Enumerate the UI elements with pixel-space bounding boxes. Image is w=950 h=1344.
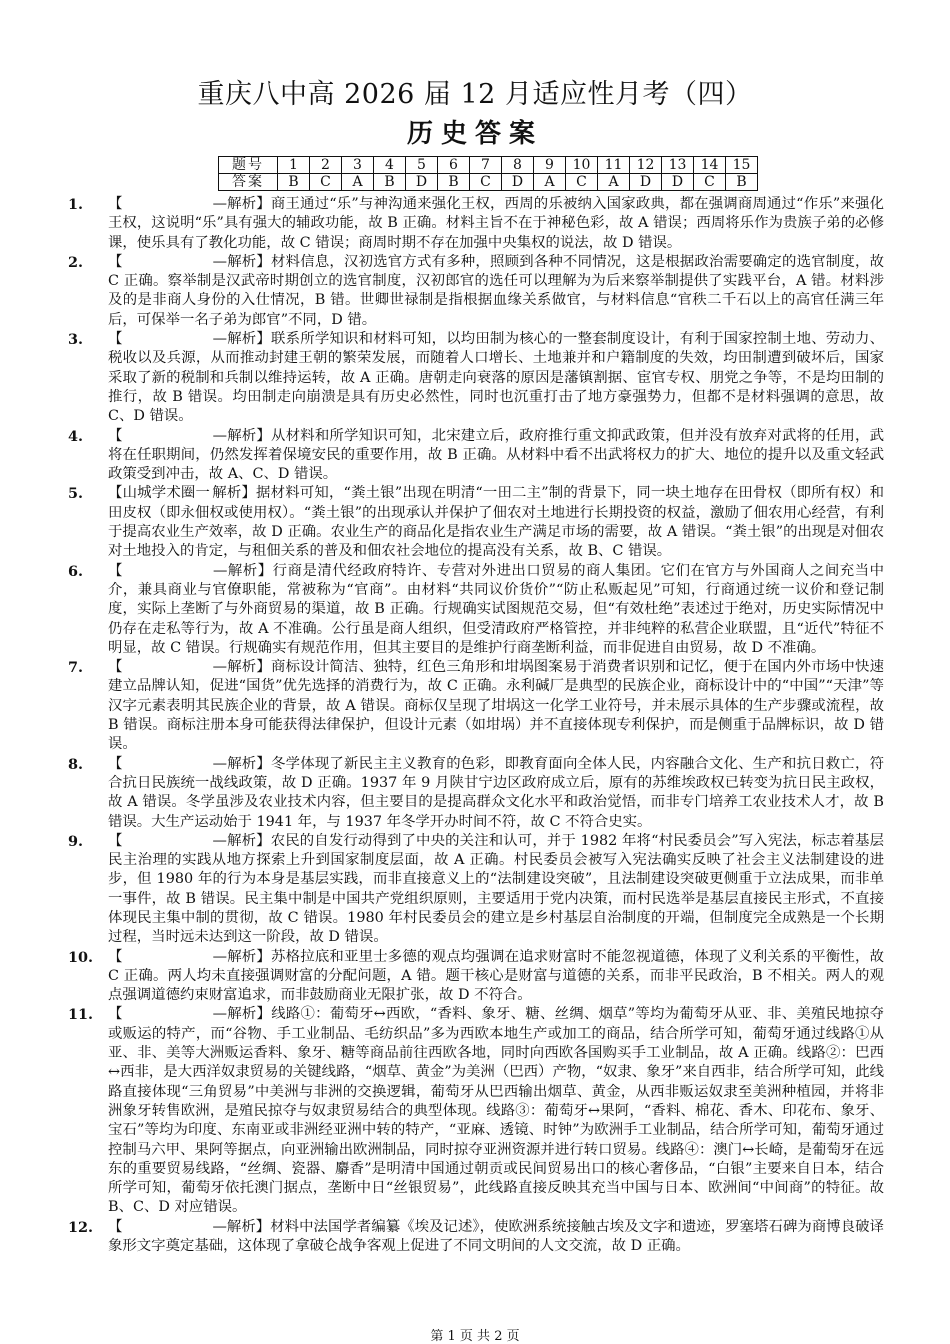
explanation-text: 材料中法国学者编纂《埃及记述》，使欧洲系统接触古埃及文字和遗迹，罗塞塔石碑为商博良破译象形文字奠定基础，这体现了拿破仑战争客观上促进了不同文明间的人文交流，故 D 正确。 bbox=[108, 1218, 884, 1255]
question-number-cell: 5 bbox=[406, 157, 438, 174]
page-subtitle: 历史答案 bbox=[406, 119, 543, 149]
answer-cell: A bbox=[342, 174, 374, 191]
explanation-item bbox=[68, 195, 884, 253]
explanation-item bbox=[68, 330, 884, 426]
answer-cell: D bbox=[630, 174, 662, 191]
explanation-text: 据材料可知，“粪土银”出现在明清“一田二主”制的背景下，同一块土地存在田骨权（即所有权）和田皮权（即永佃权或使用权）。“粪土银”的出现承认并保护了佃农对土地进行长期投资的权益，激励了佃农用心经营，有利于提高农业生产效率，故 D 正确。农业生产的商品化是指农业生产满足市场的需要，故 A 错误。“粪土银”的出现是对佃农对土地投入的肯定，与租佃关系的普及和佃农社会地位的提高没有关系，故 B、C 错误。 bbox=[108, 485, 884, 560]
explanation-text: 冬学体现了新民主主义教育的色彩，即教育面向全体人民，内容融合文化、生产和抗日救亡，符合抗日民族统一战线政策，故 D 正确。1937 年 9 月陕甘宁边区政府成立后，原有的苏维埃政权已转变为抗日民主政权，故 A 错误。冬学虽涉及农业技术内容，但主要目的是提高群众文化水平和政治觉悟，而非专门培养工农业技术人才，故 B 错误。大生产运动始于 1941 年，与 1937 年冬学开办时间不符，故 C 不符合史实。 bbox=[108, 755, 884, 830]
explanation-text: 材料信息，汉初选官方式有多种，照顾到各种不同情况，这是根据政治需要确定的选官制度，故 C 正确。察举制是汉武帝时期创立的选官制度，汉初郎官的选任可以理解为为后来察举制提供了实践平台，A 错。材料涉及的是非商人身份的入仕情况，B 错。世卿世禄制是指根据血缘关系做官，与材料信息“官秩二千石以上的高官任满三年后，可保举一名子弟为郎官”不同，D 错。 bbox=[108, 253, 884, 328]
question-number-cell: 1 bbox=[278, 157, 310, 174]
answer-cell: C bbox=[694, 174, 726, 191]
explanation-tag: 解析】 bbox=[227, 562, 273, 579]
explanation-dash: — bbox=[212, 427, 227, 444]
explanation-tag: 解析】 bbox=[226, 832, 271, 849]
explanation-text: 商王通过“乐”与神沟通来强化王权，西周的乐被纳入国家政典，都在强调商周通过“作乐”来强化王权，这说明“乐”具有强大的辅政功能，故 B 正确。材料主旨不在于神秘色彩，故 A 错误；西周将乐作为贵族子弟的必修课，使乐具有了教化功能，故 C 错误；商周时期不存在加强中央集权的说法，故 D 错误。 bbox=[108, 196, 884, 251]
question-number: 4. bbox=[68, 427, 84, 445]
question-number-cell: 10 bbox=[566, 157, 598, 174]
answer-table-number-label: 题号 bbox=[219, 157, 278, 174]
explanation-tag: 解析】 bbox=[226, 196, 271, 212]
explanation-prefix: 【 bbox=[108, 253, 123, 270]
answer-table bbox=[218, 156, 758, 191]
question-number: 7. bbox=[68, 659, 84, 677]
question-number-cell: 11 bbox=[598, 157, 630, 174]
explanation-list bbox=[68, 195, 884, 1256]
answer-cell: A bbox=[598, 174, 630, 191]
explanation-item bbox=[68, 948, 884, 1006]
explanation-tag: 解析】 bbox=[227, 1006, 272, 1023]
explanation-item bbox=[68, 427, 884, 485]
explanation-dash: — bbox=[212, 562, 228, 579]
answer-table-number-row bbox=[219, 157, 758, 174]
explanation-text: 商标设计简洁、独特，红色三角形和坩埚图案易于消费者识别和记忆，便于在国内外市场中快速建立品牌认知，促进“国货”优先选择的消费行为，故 C 正确。永利碱厂是典型的民族企业，商标设计中的“中国”“天津”等汉字元素表明其民族企业的背景，故 A 错误。商标仅呈现了坩埚这一化学工业符号，并未展示具体的生产步骤或流程，故 B 错误。商标注册本身可能获得法律保护，但设计元素（如坩埚）并不直接体现专利保护，而是侧重于品牌标识，故 D 错误。 bbox=[108, 659, 884, 753]
answer-cell: D bbox=[406, 174, 438, 191]
question-number: 3. bbox=[68, 331, 84, 349]
question-number-cell: 9 bbox=[534, 157, 566, 174]
explanation-tag: 解析】 bbox=[227, 427, 272, 444]
explanation-tag: 解析】 bbox=[227, 331, 272, 348]
answer-cell: B bbox=[278, 174, 310, 191]
question-number-cell: 7 bbox=[470, 157, 502, 174]
answer-cell: D bbox=[662, 174, 694, 191]
explanation-text: 从材料和所学知识可知，北宋建立后，政府推行重文抑武政策，但并没有放弃对武将的任用，武将在任职期间，仍然发挥着保境安民的重要作用，故 B 正确。从材料中看不出武将权力的扩大、地位的提升以及重文轻武政策受到冲击，故 A、C、D 错误。 bbox=[108, 427, 884, 483]
explanation-dash: — bbox=[212, 659, 227, 676]
explanation-prefix: 【 bbox=[108, 948, 123, 965]
question-number-cell: 14 bbox=[694, 157, 726, 174]
explanation-dash: — bbox=[212, 196, 227, 212]
explanation-item bbox=[68, 1218, 884, 1257]
explanation-dash: — bbox=[212, 331, 227, 348]
explanation-prefix: 【 bbox=[108, 832, 123, 849]
question-number-cell: 15 bbox=[726, 157, 758, 174]
question-number-cell: 6 bbox=[438, 157, 470, 174]
explanation-item bbox=[68, 562, 884, 658]
answer-cell: B bbox=[726, 174, 758, 191]
question-number: 6. bbox=[68, 562, 84, 580]
question-number-cell: 4 bbox=[374, 157, 406, 174]
explanation-item bbox=[68, 253, 884, 330]
answer-cell: D bbox=[502, 174, 534, 191]
question-number-cell: 13 bbox=[662, 157, 694, 174]
explanation-text: 行商是清代经政府特许、专营对外进出口贸易的商人集团。它们在官方与外国商人之间充当中介，兼具商业与官僚职能，常被称为“官商”。由材料“共同议价货价”“防止私贩起见”可知，行商通过统一议价和登记制度，实际上垄断了与外商贸易的渠道，故 B 正确。行规确实试图规范交易，但“有效杜绝”表述过于绝对，历史实际情况中仍存在走私等行为，故 A 不准确。公行虽是商人组织，但受清政府严格管控，并非纯粹的私营企业联盟，且“近代”特征不明显，故 C 错误。行规确实有规范作用，但其主要目的是维护行商垄断利益，而非促进自由贸易，故 D 不准确。 bbox=[108, 562, 884, 656]
question-number-cell: 2 bbox=[310, 157, 342, 174]
explanation-prefix: 【 bbox=[108, 1006, 123, 1023]
explanation-tag: 解析】 bbox=[212, 485, 257, 502]
explanation-dash: — bbox=[212, 1218, 227, 1235]
explanation-prefix: 【 bbox=[108, 659, 123, 676]
page-footer: 第 1 页 共 2 页 bbox=[430, 1329, 520, 1344]
explanation-dash: — bbox=[212, 948, 227, 965]
question-number: 1. bbox=[68, 196, 84, 213]
explanation-item bbox=[68, 658, 884, 754]
explanation-item bbox=[68, 484, 884, 561]
explanation-prefix: 【 bbox=[108, 1218, 123, 1235]
explanation-tag: 解析】 bbox=[227, 948, 272, 965]
answer-cell: B bbox=[438, 174, 470, 191]
answer-cell: C bbox=[470, 174, 502, 191]
explanation-tag: 解析】 bbox=[227, 659, 272, 676]
explanation-prefix: 【 bbox=[108, 427, 123, 444]
explanation-tag: 解析】 bbox=[227, 755, 272, 772]
explanation-dash: — bbox=[212, 755, 227, 772]
question-number: 2. bbox=[68, 253, 84, 271]
explanation-text: 线路①：葡萄牙↔西欧，“香料、象牙、糖、丝绸、烟草”等均为葡萄牙从亚、非、美殖民地掠夺或贩运的特产，而“谷物、手工业制品、毛纺织品”多为西欧本地生产或加工的商品，结合所学可知，葡萄牙通过线路①从亚、非、美等大洲贩运香料、象牙、糖等商品前往西欧各地，同时向西欧各国购买手工业制品，故 A 正确。线路②：巴西↔西非，是大西洋奴隶贸易的关键线路，“烟草、黄金”为美洲（巴西）产物，“奴隶、象牙”来自西非，结合所学可知，此线路直接体现“三角贸易”中美洲与非洲的交换逻辑，葡萄牙从巴西输出烟草、黄金，从西非贩运奴隶至美洲种植园，并将非洲象牙转售欧洲，是殖民掠夺与奴隶贸易结合的典型体现。线路③：葡萄牙↔果阿，“香料、棉花、香木、印花布、象牙、宝石”等均为印度、东南亚或非洲经亚洲中转的特产，“亚麻、透镜、时钟”为欧洲手工业制品，结合所学可知，葡萄牙通过控制马六甲、果阿等据点，向亚洲输出欧洲制品，同时掠夺亚洲资源并进行转口贸易。线路④：澳门↔长崎，是葡萄牙在远东的重要贸易线路，“丝绸、瓷器、麝香”是明清中国通过朝贡或民间贸易出口的核心奢侈品，“白银”主要来自日本，结合所学可知，葡萄牙依托澳门据点，垄断中日“丝银贸易”，此线路直接反映其充当中国与日本、欧洲间“中间商”的特征。故 B、C、D 对应错误。 bbox=[108, 1006, 884, 1216]
explanation-prefix: 【山城学术圈一 bbox=[108, 485, 211, 502]
question-number: 8. bbox=[68, 755, 84, 773]
answer-table-answer-row bbox=[219, 174, 758, 191]
explanation-text: 苏格拉底和亚里士多德的观点均强调在追求财富时不能忽视道德，体现了义利关系的平衡性，故 C 正确。两人均未直接强调财富的分配问题，A 错。题干核心是财富与道德的关系，而非平民政治，B 不相关。两人的观点强调道德约束财富追求，而非鼓励商业无限扩张，故 D 不符合。 bbox=[108, 948, 884, 1004]
explanation-item bbox=[68, 832, 884, 948]
explanation-prefix: 【 bbox=[108, 562, 123, 579]
explanation-text: 农民的自发行动得到了中央的关注和认可，并于 1982 年将“村民委员会”写入宪法，标志着基层民主治理的实践从地方探索上升到国家制度层面，故 A 正确。村民委员会被写入宪法确实反映了社会主义法制建设的进步，但 1980 年的行为本身是基层实践，而非直接意义上的“法制建设突破”，且法制建设突破更侧重于立法成果，而非单一事件，故 B 错误。民主集中制是中国共产党组织原则，主要适用于党内决策，而村民选举是基层直接民主形式，不直接体现民主集中制的贯彻，故 C 错误。1980 年村民委员会的建立是乡村基层自治制度的开端，但制度完全成熟是一个长期过程，当时远未达到这一阶段，故 D 错误。 bbox=[108, 832, 884, 946]
answer-cell: A bbox=[534, 174, 566, 191]
explanation-item bbox=[68, 1005, 884, 1217]
explanation-dash: — bbox=[212, 832, 227, 849]
explanation-tag: 解析】 bbox=[227, 253, 272, 270]
question-number: 11. bbox=[68, 1006, 94, 1024]
explanation-tag: 解析】 bbox=[226, 1218, 271, 1235]
question-number: 10. bbox=[68, 948, 94, 966]
explanation-prefix: 【 bbox=[108, 331, 123, 348]
explanation-prefix: 【 bbox=[108, 196, 123, 212]
question-number-cell: 12 bbox=[630, 157, 662, 174]
question-number-cell: 8 bbox=[502, 157, 534, 174]
answer-cell: C bbox=[310, 174, 342, 191]
page-title: 重庆八中高 2026 届 12 月适应性月考（四） bbox=[197, 79, 753, 110]
explanation-item bbox=[68, 755, 884, 832]
question-number: 9. bbox=[68, 832, 84, 850]
answer-cell: C bbox=[566, 174, 598, 191]
explanation-dash: — bbox=[212, 253, 227, 270]
explanation-dash: — bbox=[212, 1006, 228, 1023]
explanation-text: 联系所学知识和材料可知，以均田制为核心的一整套制度设计，有利于国家控制土地、劳动力、税收以及兵源，从而推动封建王朝的繁荣发展，而随着人口增长、土地兼并和户籍制度的失效，均田制遭到破坏后，国家采取了新的税制和兵制以维持运转，故 A 正确。唐朝走向衰落的原因是藩镇割据、宦官专权、朋党之争等，不是均田制的推行，故 B 错误。均田制走向崩溃是具有历史必然性，同时也沉重打击了地方豪强势力，但都不是材料强调的意思，故 C、D 错误。 bbox=[108, 331, 884, 425]
answer-cell: B bbox=[374, 174, 406, 191]
answer-table-answer-label: 答案 bbox=[219, 174, 278, 191]
question-number: 12. bbox=[68, 1218, 94, 1236]
question-number: 5. bbox=[68, 485, 84, 503]
explanation-prefix: 【 bbox=[108, 755, 123, 772]
question-number-cell: 3 bbox=[342, 157, 374, 174]
